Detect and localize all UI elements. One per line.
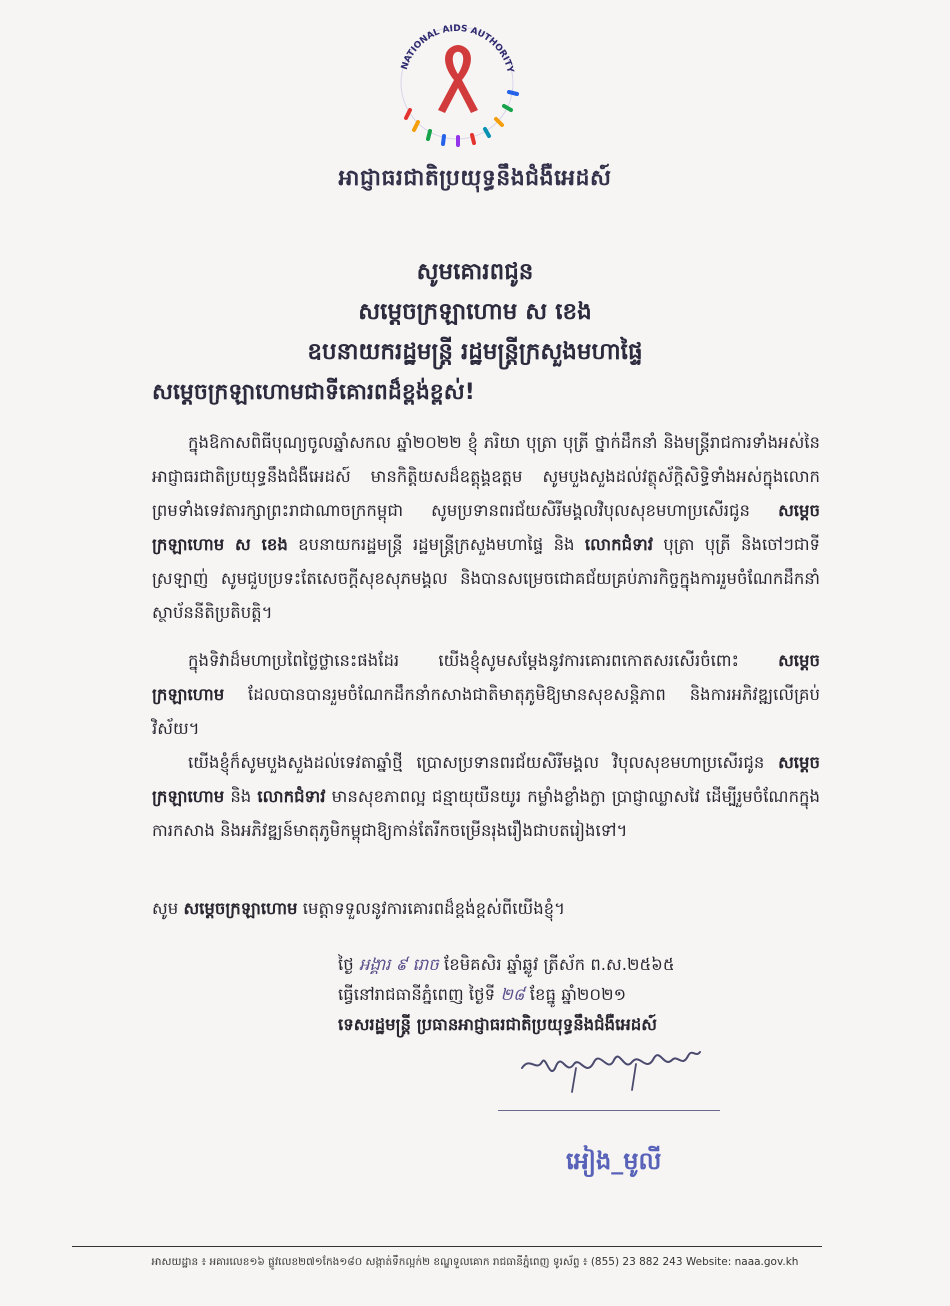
addressee-bold-name: សម្តេចក្រឡាហោម ស ខេង xyxy=(152,501,820,554)
paragraph-text: មេត្តាទទួលនូវការគោរពដ៏ខ្ពង់ខ្ពស់ពីយើងខ្ញុំ។ xyxy=(297,899,566,918)
signer-title: ទេសរដ្ឋមន្ត្រី ប្រធានអាជ្ញាធរជាតិប្រយុទ្ធនឹងជំងឺអេដស៍ xyxy=(338,1015,657,1034)
footer-divider xyxy=(72,1246,822,1247)
spouse-bold-title: លោកជំទាវ xyxy=(584,535,653,554)
red-ribbon-icon xyxy=(392,18,522,148)
paragraph-text: ក្នុងឱកាសពិធីបុណ្យចូលឆ្នាំសកល ឆ្នាំ២០២២ ខ្ញុំ ភរិយា បុត្រា បុត្រី ថ្នាក់ដឹកនាំ និងមន្ត្រីរាជការទាំងអស់នៃអាជ្ញាធរជាតិប្រយុទ្ធនឹងជំងឺអេដស៍ មានកិត្តិយសដ៏ឧត្តុង្គឧត្តម សូមបួងសួងដល់វត្ថុស័ក្តិសិទ្ធិទាំងអស់ក្នុងលោក ព្រមទាំងទេវតារក្សាព្រះរាជាណាចក្រកម្ពុជា សូមប្រទានពរជ័យសិរីមង្គលវិបុលសុខមហាប្រសើរជូន xyxy=(152,433,820,520)
handwritten-solar-day: ២៨ xyxy=(500,985,525,1004)
signer-name-stamp: អៀង_មូលី xyxy=(566,1147,662,1175)
national-aids-authority-logo xyxy=(392,18,522,148)
addressee-name: សម្តេចក្រឡាហោម ស ខេង xyxy=(358,299,592,325)
addressee-block xyxy=(0,252,950,372)
paragraph-text: យើងខ្ញុំក៏សូមបួងសួងដល់ទេវតាឆ្នាំថ្មី ប្រោសប្រទានពរជ័យសិរីមង្គល វិបុលសុខមហាប្រសើរជូន xyxy=(188,753,779,772)
salutation: សម្តេចក្រឡាហោមជាទីគោរពដ៏ខ្ពង់ខ្ពស់! xyxy=(152,380,475,405)
closing-paragraph xyxy=(152,892,820,926)
paragraph-text: និង xyxy=(224,787,258,806)
handwritten-signature xyxy=(516,1038,706,1098)
date-block xyxy=(338,950,675,1040)
handwritten-lunar-day: អង្គារ ៩ រោច xyxy=(358,955,439,974)
paragraph-text: ដែលបានបានរួមចំណែកដឹកនាំកសាងជាតិមាតុភូមិឱ្យមានសុខសន្តិភាព និងការអភិវឌ្ឍលើគ្រប់វិស័យ។ xyxy=(152,685,820,738)
signature-line xyxy=(498,1110,720,1111)
paragraph-text: មានសុខភាពល្អ ជន្មាយុយឺនយូរ កម្លាំងខ្លាំងក្លា ប្រាជ្ញាឈ្លាសវៃ ដើម្បីរួមចំណែកក្នុងការកសាង និងអភិវឌ្ឍន៍មាតុភូមិកម្ពុជាឱ្យកាន់តែរីកចម្រើនរុងរឿងជាបតរៀងទៅ។ xyxy=(152,787,820,840)
paragraph-text: សូម xyxy=(152,899,184,918)
addressee-position: ឧបនាយករដ្ឋមន្ត្រី រដ្ឋមន្ត្រីក្រសួងមហាផ្ទៃ xyxy=(307,339,643,365)
solar-date-line: ធ្វើនៅរាជធានីភ្នំពេញ ថ្ងៃទី ២៨ ខែធ្នូ ឆ្នាំ២០២១ xyxy=(338,985,627,1004)
svg-text:NATIONAL AIDS AUTHORITY: NATIONAL AIDS AUTHORITY xyxy=(399,23,515,74)
body-paragraph-1 xyxy=(152,426,820,630)
addressee-greeting: សូមគោរពជូន xyxy=(416,259,534,285)
footer-address: អាសយដ្ឋាន ៖ អគារលេខ១៦ ផ្លូវលេខ២៧១កែង១៨០ សង្កាត់ទឹកល្អក់២ ខណ្ឌទួលគោក រាជធានីភ្នំពេញ ទូរស័ព្ទ ៖ (855) 23 882 243 Website: naaa.gov.kh xyxy=(151,1256,799,1268)
addressee-bold-title: សម្តេចក្រឡាហោម xyxy=(183,899,298,918)
lunar-date-line: ថ្ងៃ អង្គារ ៩ រោច ខែមិគសិរ ឆ្នាំឆ្លូវ ត្រីស័ក ព.ស.២៥៦៥ xyxy=(338,955,675,974)
addressee-bold-title: សម្តេចក្រឡាហោម xyxy=(152,651,820,704)
paragraph-text: ក្នុងទិវាដ៏មហាប្រពៃថ្លៃថ្លានេះផងដែរ យើងខ្ញុំសូមសម្តែងនូវការគោរពកោតសរសើរចំពោះ xyxy=(188,651,779,670)
body-paragraph-2 xyxy=(152,644,820,746)
addressee-bold-title: សម្តេចក្រឡាហោម xyxy=(152,753,820,806)
organization-name: អាជ្ញាធរជាតិប្រយុទ្ធនឹងជំងឺអេដស៍ xyxy=(338,166,612,191)
paragraph-text: បុត្រា បុត្រី និងចៅៗជាទីស្រឡាញ់ សូមជួបប្រទះតែសេចក្តីសុខសុភមង្គល និងបានសម្រេចជោគជ័យគ្រប់ភារកិច្ចក្នុងការរួមចំណែកដឹកនាំស្ថាប័ននីតិប្រតិបត្តិ។ xyxy=(152,535,820,622)
paragraph-text: ឧបនាយករដ្ឋមន្ត្រី រដ្ឋមន្ត្រីក្រសួងមហាផ្ទៃ និង xyxy=(287,535,585,554)
body-paragraph-3 xyxy=(152,746,820,848)
spouse-bold-title: លោកជំទាវ xyxy=(257,787,326,806)
